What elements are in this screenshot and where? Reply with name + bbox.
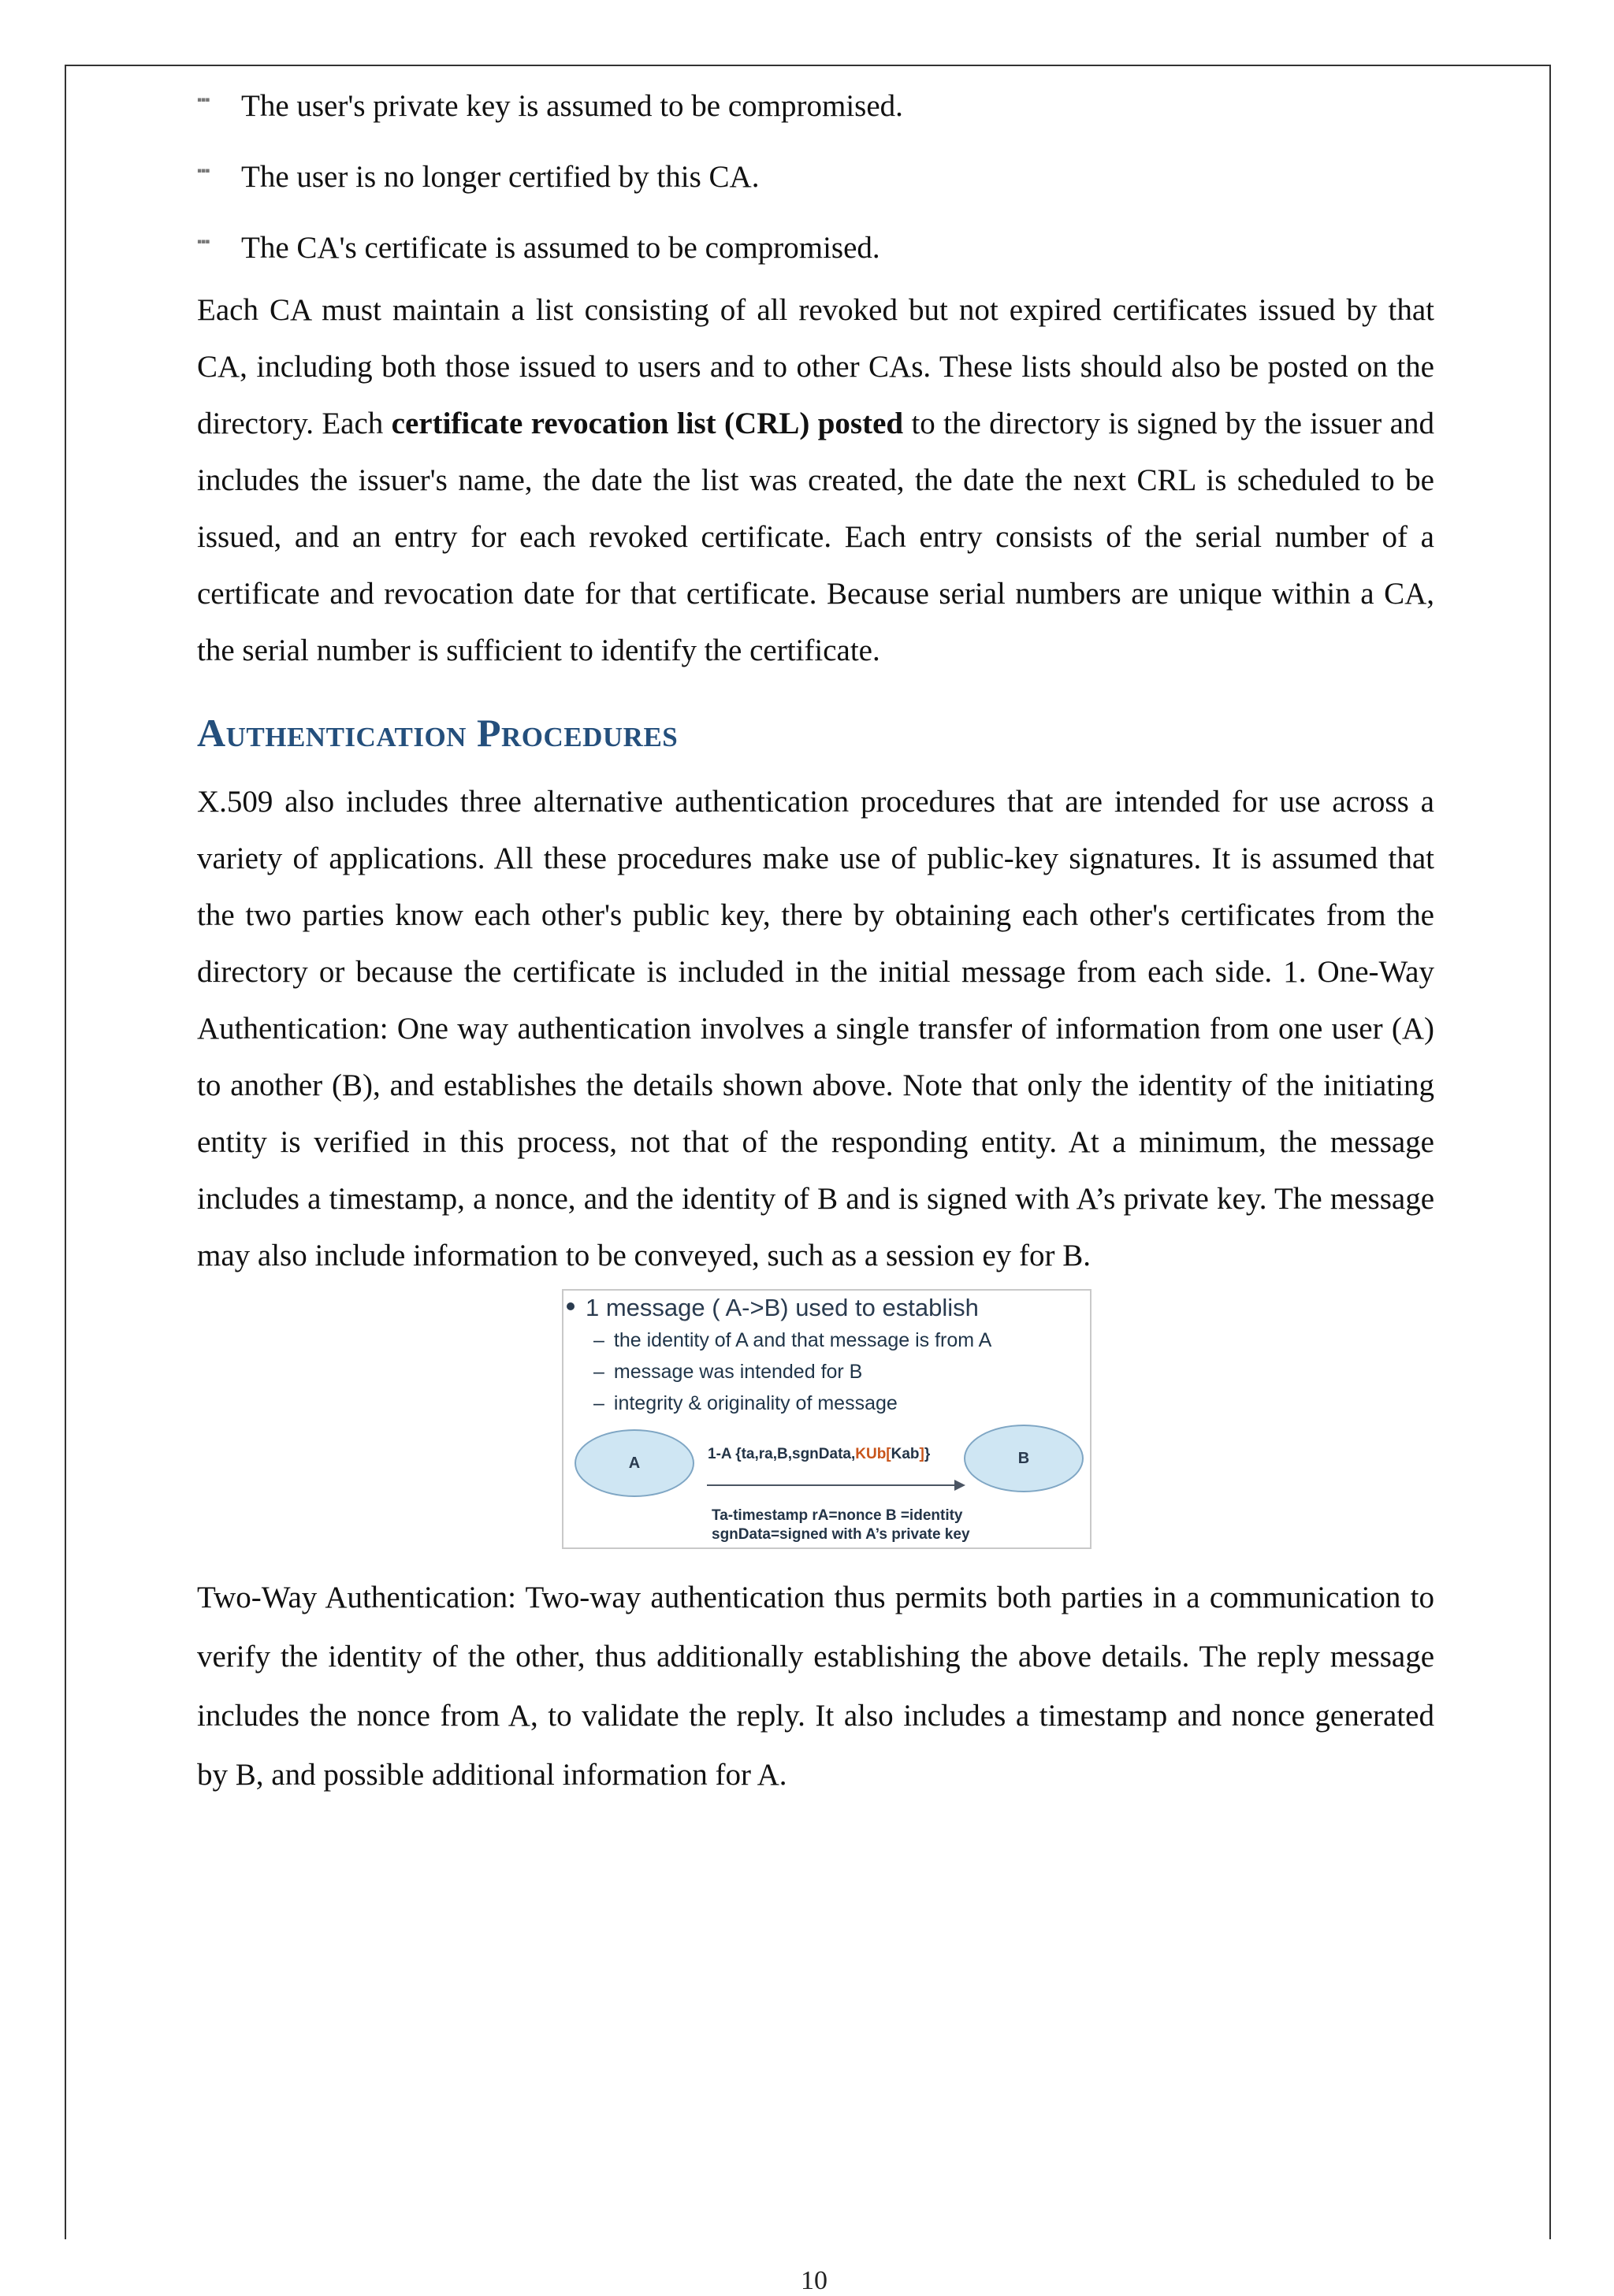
node-b: B xyxy=(964,1425,1084,1492)
list-item xyxy=(197,87,1434,126)
authentication-paragraph: X.509 also includes three alternative authentication procedures that are intended for use across a variety of applications. All these procedures make use of public-key signatures. It is assumed that the two parties know each other's public key, there by obtaining each other's certificates from the directory or because the certificate is included in the initial message from each side. 1. One-Way Authentication: One way authentication involves a single transfer of information from one user (A) to another (B), and establishes the details shown above. Note that only the identity of the initiating entity is verified in this process, not that of the responding entity. At a minimum, the message includes a timestamp, a nonce, and the identity of B and is signed with A’s private key. The message may also include information to be conveyed, such as a session ey for B. xyxy=(197,785,1434,1272)
bullet-text: The user's private key is assumed to be compromised. xyxy=(241,89,903,123)
crl-text-before: Each CA must maintain a list consisting of all revoked but not expired certificates issued by that CA, including both those issued to users and to other CAs. These lists should also be posted on the directory. Each xyxy=(197,293,1434,440)
bullet-icon: ▪▪▪ xyxy=(197,167,210,175)
figure-point-text: message was intended for B xyxy=(613,1361,863,1383)
bullet-icon: ▪▪▪ xyxy=(197,96,210,104)
dash-icon: – xyxy=(593,1329,604,1351)
dash-icon: – xyxy=(593,1392,604,1414)
page-content xyxy=(197,87,1434,1804)
bullet-icon: ▪▪▪ xyxy=(197,238,210,246)
bullet-dot-icon xyxy=(567,1302,575,1310)
message-kub-close: ] xyxy=(919,1446,924,1462)
dash-icon: – xyxy=(593,1361,604,1383)
message-kab: Kab xyxy=(891,1446,920,1462)
node-a: A xyxy=(575,1429,694,1497)
bullet-text: The user is no longer certified by this CA. xyxy=(241,160,760,194)
one-way-auth-figure xyxy=(562,1289,1091,1549)
figure-headline xyxy=(567,1292,979,1324)
list-item xyxy=(197,228,1434,268)
two-way-paragraph: Two-Way Authentication: Two-way authentication thus permits both parties in a communication to verify the identity of the other, thus additionally establishing the above details. The reply message includes the nonce from A, to validate the reply. It also includes a timestamp and nonce generated by B, and possible additional information for A. xyxy=(197,1581,1434,1792)
figure-point-text: the identity of A and that message is from A xyxy=(613,1329,992,1351)
page-number: 10 xyxy=(801,2266,827,2295)
crl-text-after: to the directory is signed by the issuer and includes the issuer's name, the date the list was created, the date the next CRL is scheduled to be issued, and an entry for each revoked certificate. Each entry consists of the serial number of a certificate and revocation date for that certificate. Because serial numbers are unique within a CA, the serial number is sufficient to identify the certificate. xyxy=(197,407,1434,667)
figure-point xyxy=(593,1328,991,1352)
arrow-right-icon xyxy=(954,1480,965,1491)
list-item xyxy=(197,158,1434,197)
section-heading: Authentication Procedures xyxy=(197,711,679,755)
message-end: } xyxy=(924,1446,931,1462)
figure-point xyxy=(593,1360,862,1384)
revocation-reasons-list xyxy=(197,87,1434,268)
message-label xyxy=(708,1446,930,1463)
message-main: 1-A {ta,ra,B,sgnData, xyxy=(708,1446,856,1462)
bullet-text: The CA's certificate is assumed to be compromised. xyxy=(241,231,880,265)
crl-paragraph xyxy=(197,282,1434,679)
figure-point xyxy=(593,1391,898,1415)
figure-legend-line: sgnData=signed with A’s private key xyxy=(712,1526,970,1543)
message-kub: KUb[ xyxy=(855,1446,891,1462)
figure-point-text: integrity & originality of message xyxy=(613,1392,898,1414)
figure-headline-text: 1 message ( A->B) used to establish xyxy=(586,1294,979,1321)
arrow-line xyxy=(707,1484,958,1486)
crl-bold-term: certificate revocation list (CRL) posted xyxy=(391,407,904,440)
figure-legend-line: Ta-timestamp rA=nonce B =identity xyxy=(712,1507,963,1524)
